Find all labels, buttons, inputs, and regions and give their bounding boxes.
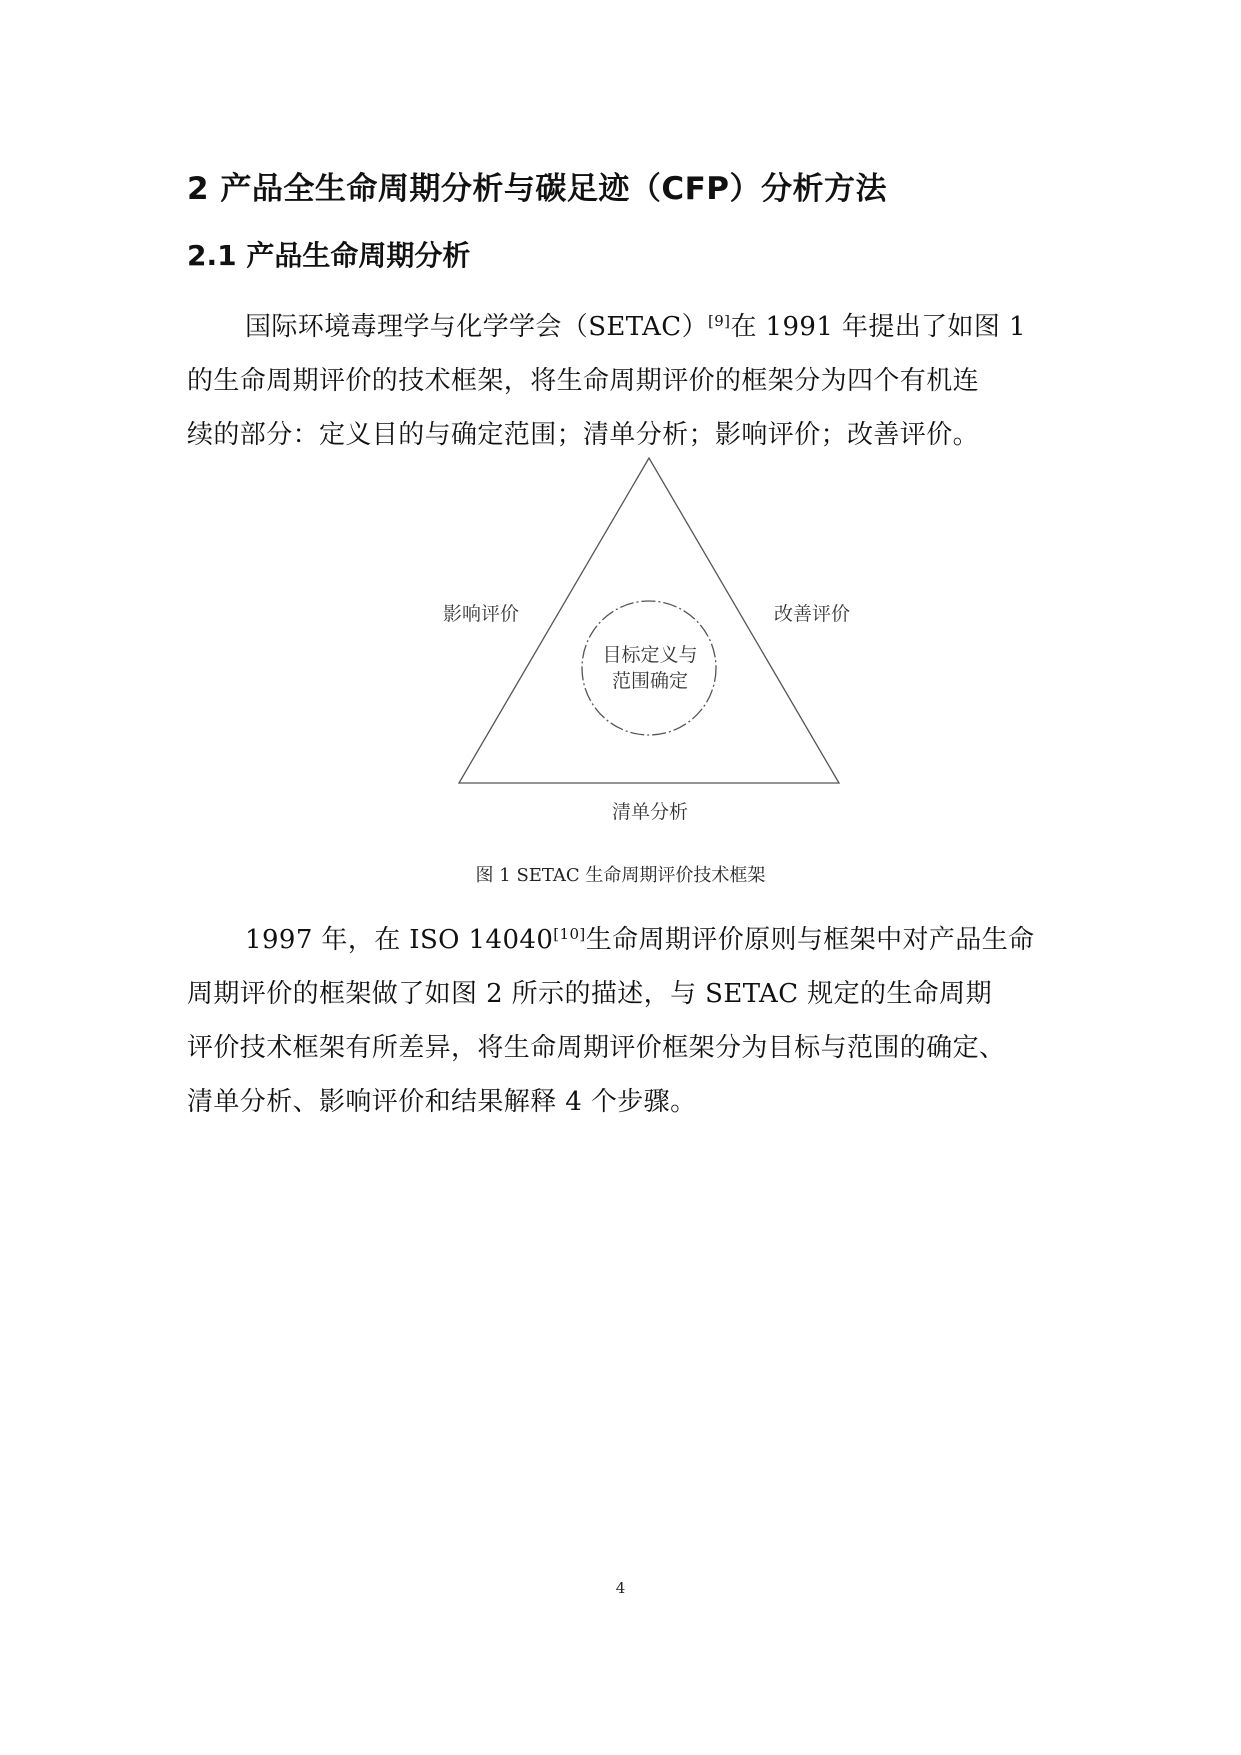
paragraph-iso-14040 [187, 913, 1057, 1129]
citation-9[interactable]: [9] [707, 312, 731, 330]
paragraph2-line1-text-after: 生命周期评价原则与框架中对产品生命 [585, 925, 1035, 955]
paragraph1-line2: 的生命周期评价的技术框架，将生命周期评价的框架分为四个有机连 [187, 366, 980, 396]
figure-caption: 图 1 SETAC 生命周期评价技术框架 [475, 865, 766, 886]
label-goal-and-scope [580, 642, 720, 694]
paragraph2-line3: 评价技术框架有所差异，将生命周期评价框架分为目标与范围的确定、 [187, 1033, 1006, 1063]
paragraph2-line2: 周期评价的框架做了如图 2 所示的描述，与 SETAC 规定的生命周期 [187, 979, 992, 1009]
paragraph2-line1 [187, 913, 1057, 967]
label-impact-assessment: 影响评价 [443, 603, 520, 625]
label-goal-and-scope-line2: 范围确定 [611, 670, 688, 692]
citation-10[interactable]: [10] [553, 925, 586, 943]
section-heading: 2 产品全生命周期分析与碳足迹（CFP）分析方法 [187, 171, 888, 207]
paragraph1-line3: 续的部分：定义目的与确定范围；清单分析；影响评价；改善评价。 [187, 420, 980, 450]
page-number: 4 [615, 1579, 626, 1597]
paragraph1-line1-text: 国际环境毒理学与化学学会（SETAC） [245, 312, 708, 342]
label-goal-and-scope-line1: 目标定义与 [602, 644, 698, 666]
label-inventory-analysis: 清单分析 [612, 801, 689, 823]
paragraph2-line1-text: 1997 年，在 ISO 14040 [245, 925, 554, 955]
paragraph1-line1-text-after: 在 1991 年提出了如图 1 [730, 312, 1026, 342]
paragraph2-line4: 清单分析、影响评价和结果解释 4 个步骤。 [187, 1087, 697, 1117]
subsection-heading: 2.1 产品生命周期分析 [187, 239, 471, 272]
label-improvement-assessment: 改善评价 [774, 603, 851, 625]
